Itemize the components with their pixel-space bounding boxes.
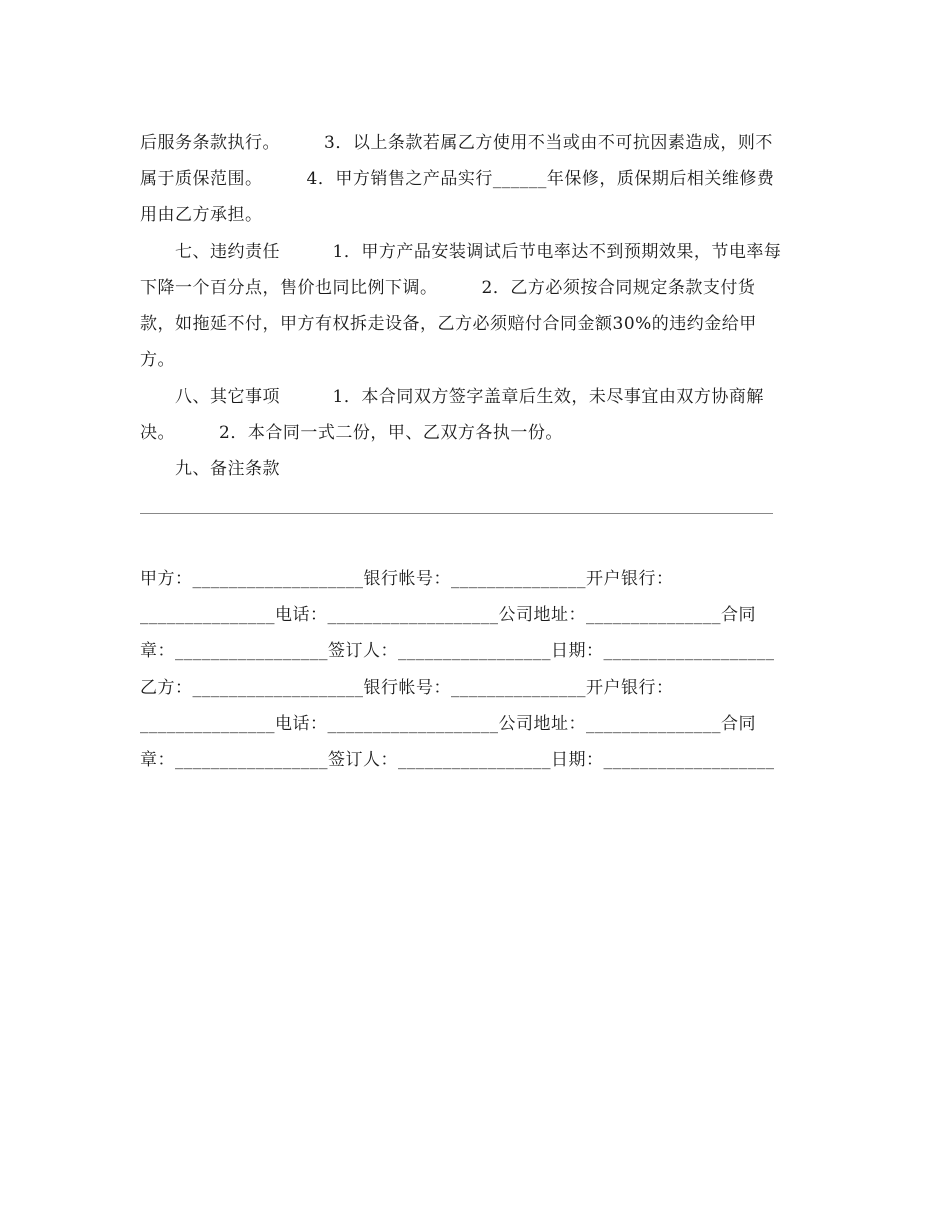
party-b-line-1: 乙方：___________________银行帐号：_______________开户银行：	[140, 678, 674, 698]
breach-text-line-2: 下降一个百分点，售价也同比例下调。 2．乙方必须按合同规定条款支付货	[140, 278, 756, 298]
breach-text-line-3: 款，如拖延不付，甲方有权拆走设备，乙方必须赔付合同金额30%的违约金给甲	[140, 314, 757, 334]
party-b-line-3: 章：_________________签订人：_________________日期：___________________	[140, 750, 775, 770]
party-a-line-1: 甲方：___________________银行帐号：_______________开户银行：	[140, 569, 674, 589]
other-matters-line-2: 决。 2．本合同一式二份，甲、乙双方各执一份。	[140, 423, 563, 443]
party-a-line-3: 章：_________________签订人：_________________日期：___________________	[140, 641, 775, 661]
remarks-blank-rule	[140, 513, 773, 514]
breach-text-line-4: 方。	[140, 350, 175, 370]
warranty-text-line-1: 后服务条款执行。 3．以上条款若属乙方使用不当或由不可抗因素造成，则不	[140, 133, 773, 153]
remarks-heading: 九、备注条款	[175, 459, 280, 479]
party-a-line-2: _______________电话：___________________公司地址：_______________合同	[140, 605, 756, 625]
party-b-line-2: _______________电话：___________________公司地址：_______________合同	[140, 714, 756, 734]
other-matters-line-1: 八、其它事项 1．本合同双方签字盖章后生效，未尽事宜由双方协商解	[175, 387, 764, 407]
warranty-text-line-2: 属于质保范围。 4．甲方销售之产品实行______年保修，质保期后相关维修费	[140, 169, 775, 189]
warranty-text-line-3: 用由乙方承担。	[140, 205, 263, 225]
breach-text-line-1: 七、违约责任 1．甲方产品安装调试后节电率达不到预期效果，节电率每	[175, 242, 782, 262]
